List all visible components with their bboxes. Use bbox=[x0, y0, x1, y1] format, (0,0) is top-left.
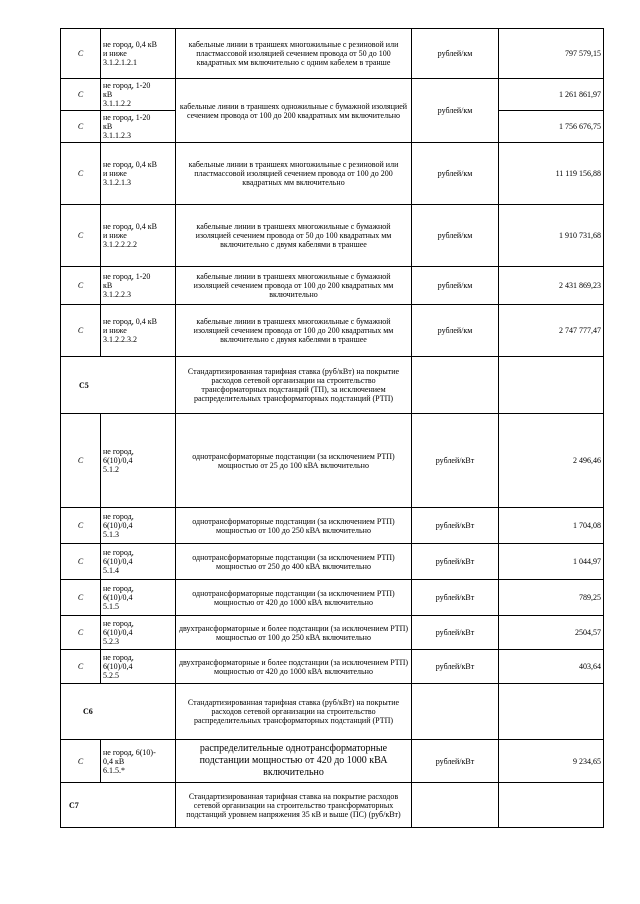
row-value: 1 704,08 bbox=[499, 508, 604, 544]
row-code: не город, 0,4 кВ и ниже 3.1.2.2.3.2 bbox=[101, 305, 176, 357]
row-value: 11 119 156,88 bbox=[499, 143, 604, 205]
table-row bbox=[61, 508, 604, 544]
row-code: не город, 6(10)/0,4 5.1.5 bbox=[101, 580, 176, 616]
table-row bbox=[61, 650, 604, 684]
row-letter: C bbox=[61, 29, 101, 79]
section-row bbox=[61, 783, 604, 828]
row-description: кабельные линии в траншеях многожильные с резиновой или пластмассовой изоляцией сечением провода от 100 до 200 квадратных мм включительно bbox=[176, 143, 412, 205]
row-description: кабельные линии в траншеях многожильные с бумажной изоляцией сечением провода от 100 до 200 квадратных мм включительно с двумя кабелями в траншее bbox=[176, 305, 412, 357]
row-unit: рублей/км bbox=[412, 79, 499, 143]
row-value: 1 756 676,75 bbox=[499, 111, 604, 143]
row-description: кабельные линии в траншеях многожильные с бумажной изоляцией сечением провода от 50 до 100 квадратных мм включительно с двумя кабелями в траншее bbox=[176, 205, 412, 267]
row-letter: C bbox=[61, 508, 101, 544]
row-unit: рублей/км bbox=[412, 267, 499, 305]
section-code: С5 bbox=[61, 357, 176, 414]
section-description: Стандартизированная тарифная ставка на покрытие расходов сетевой организации на строительство трансформаторных подстанций уровнем напряжения 35 кВ и выше (ПС) (руб/кВт) bbox=[176, 783, 412, 828]
section-code: С6 bbox=[61, 684, 176, 740]
section-row bbox=[61, 684, 604, 740]
row-value: 403,64 bbox=[499, 650, 604, 684]
row-description: кабельные линии в траншеях многожильные с бумажной изоляцией сечением провода от 100 до 200 квадратных мм включительно bbox=[176, 267, 412, 305]
row-description: кабельные линии в траншеях одножильные с бумажной изоляцией сечением провода от 100 до 200 квадратных мм включительно bbox=[176, 79, 412, 143]
row-code: не город, 0,4 кВ и ниже 3.1.2.1.3 bbox=[101, 143, 176, 205]
row-letter: C bbox=[61, 143, 101, 205]
row-code: не город, 6(10)- 0,4 кВ 6.1.5.* bbox=[101, 740, 176, 783]
row-letter: C bbox=[61, 111, 101, 143]
row-unit: рублей/км bbox=[412, 143, 499, 205]
row-description: однотрансформаторные подстанции (за исключением РТП) мощностью от 100 до 250 кВА включительно bbox=[176, 508, 412, 544]
table-row bbox=[61, 616, 604, 650]
section-code: С7 bbox=[61, 783, 176, 828]
row-code: не город, 6(10)/0,4 5.1.3 bbox=[101, 508, 176, 544]
row-code: не город, 0,4 кВ и ниже 3.1.2.2.2.2 bbox=[101, 205, 176, 267]
row-unit: рублей/км bbox=[412, 29, 499, 79]
row-unit: рублей/кВт bbox=[412, 414, 499, 508]
row-letter: C bbox=[61, 650, 101, 684]
row-letter: C bbox=[61, 544, 101, 580]
row-unit: рублей/кВт bbox=[412, 544, 499, 580]
row-description: однотрансформаторные подстанции (за исключением РТП) мощностью от 25 до 100 кВА включительно bbox=[176, 414, 412, 508]
row-description: кабельные линии в траншеях многожильные с резиновой или пластмассовой изоляцией сечением провода от 50 до 100 квадратных мм включительно с одним кабелем в транше bbox=[176, 29, 412, 79]
row-letter: C bbox=[61, 267, 101, 305]
row-code: не город, 1-20 кВ 3.1.1.2.2 bbox=[101, 79, 176, 111]
row-value: 2 496,46 bbox=[499, 414, 604, 508]
tariff-table bbox=[60, 28, 604, 828]
row-value: 797 579,15 bbox=[499, 29, 604, 79]
row-value: 2 747 777,47 bbox=[499, 305, 604, 357]
row-value: 2504,57 bbox=[499, 616, 604, 650]
row-unit: рублей/кВт bbox=[412, 508, 499, 544]
row-value: 1 910 731,68 bbox=[499, 205, 604, 267]
row-letter: C bbox=[61, 205, 101, 267]
table-row bbox=[61, 305, 604, 357]
row-unit: рублей/км bbox=[412, 205, 499, 267]
table-row bbox=[61, 29, 604, 79]
row-description: распределительные однотрансформаторные подстанции мощностью от 420 до 1000 кВА включительно bbox=[176, 740, 412, 783]
row-value: 2 431 869,23 bbox=[499, 267, 604, 305]
section-row bbox=[61, 357, 604, 414]
row-letter: C bbox=[61, 414, 101, 508]
row-description: однотрансформаторные подстанции (за исключением РТП) мощностью от 420 до 1000 кВА включительно bbox=[176, 580, 412, 616]
row-description: двухтрансформаторные и более подстанции (за исключением РТП) мощностью от 420 до 1000 кВА включительно bbox=[176, 650, 412, 684]
section-description: Стандартизированная тарифная ставка (руб/кВт) на покрытие расходов сетевой организации на строительство трансформаторных подстанций (ТП), за исключением распределительных трансформаторных подстанций (РТП) bbox=[176, 357, 412, 414]
row-letter: C bbox=[61, 580, 101, 616]
row-letter: C bbox=[61, 740, 101, 783]
row-code: не город, 0,4 кВ и ниже 3.1.2.1.2.1 bbox=[101, 29, 176, 79]
row-unit: рублей/кВт bbox=[412, 580, 499, 616]
table-row bbox=[61, 267, 604, 305]
row-code: не город, 6(10)/0,4 5.1.4 bbox=[101, 544, 176, 580]
row-unit: рублей/кВт bbox=[412, 650, 499, 684]
table-row bbox=[61, 740, 604, 783]
row-unit: рублей/кВт bbox=[412, 616, 499, 650]
row-value: 1 261 861,97 bbox=[499, 79, 604, 111]
table-row bbox=[61, 414, 604, 508]
row-letter: C bbox=[61, 79, 101, 111]
row-description: однотрансформаторные подстанции (за исключением РТП) мощностью от 250 до 400 кВА включительно bbox=[176, 544, 412, 580]
row-code: не город, 1-20 кВ 3.1.1.2.3 bbox=[101, 111, 176, 143]
row-unit: рублей/км bbox=[412, 305, 499, 357]
row-value: 1 044,97 bbox=[499, 544, 604, 580]
row-value: 9 234,65 bbox=[499, 740, 604, 783]
row-letter: C bbox=[61, 616, 101, 650]
row-code: не город, 6(10)/0,4 5.2.5 bbox=[101, 650, 176, 684]
row-value: 789,25 bbox=[499, 580, 604, 616]
table-row bbox=[61, 143, 604, 205]
row-letter: C bbox=[61, 305, 101, 357]
table-row bbox=[61, 205, 604, 267]
row-code: не город, 6(10)/0,4 5.1.2 bbox=[101, 414, 176, 508]
table-row bbox=[61, 79, 604, 111]
section-description: Стандартизированная тарифная ставка (руб/кВт) на покрытие расходов сетевой организации на строительство распределительных трансформаторных подстанций (РТП) bbox=[176, 684, 412, 740]
table-row bbox=[61, 580, 604, 616]
row-code: не город, 1-20 кВ 3.1.2.2.3 bbox=[101, 267, 176, 305]
table-row bbox=[61, 544, 604, 580]
row-description: двухтрансформаторные и более подстанции (за исключением РТП) мощностью от 100 до 250 кВА включительно bbox=[176, 616, 412, 650]
row-code: не город, 6(10)/0,4 5.2.3 bbox=[101, 616, 176, 650]
row-unit: рублей/кВт bbox=[412, 740, 499, 783]
